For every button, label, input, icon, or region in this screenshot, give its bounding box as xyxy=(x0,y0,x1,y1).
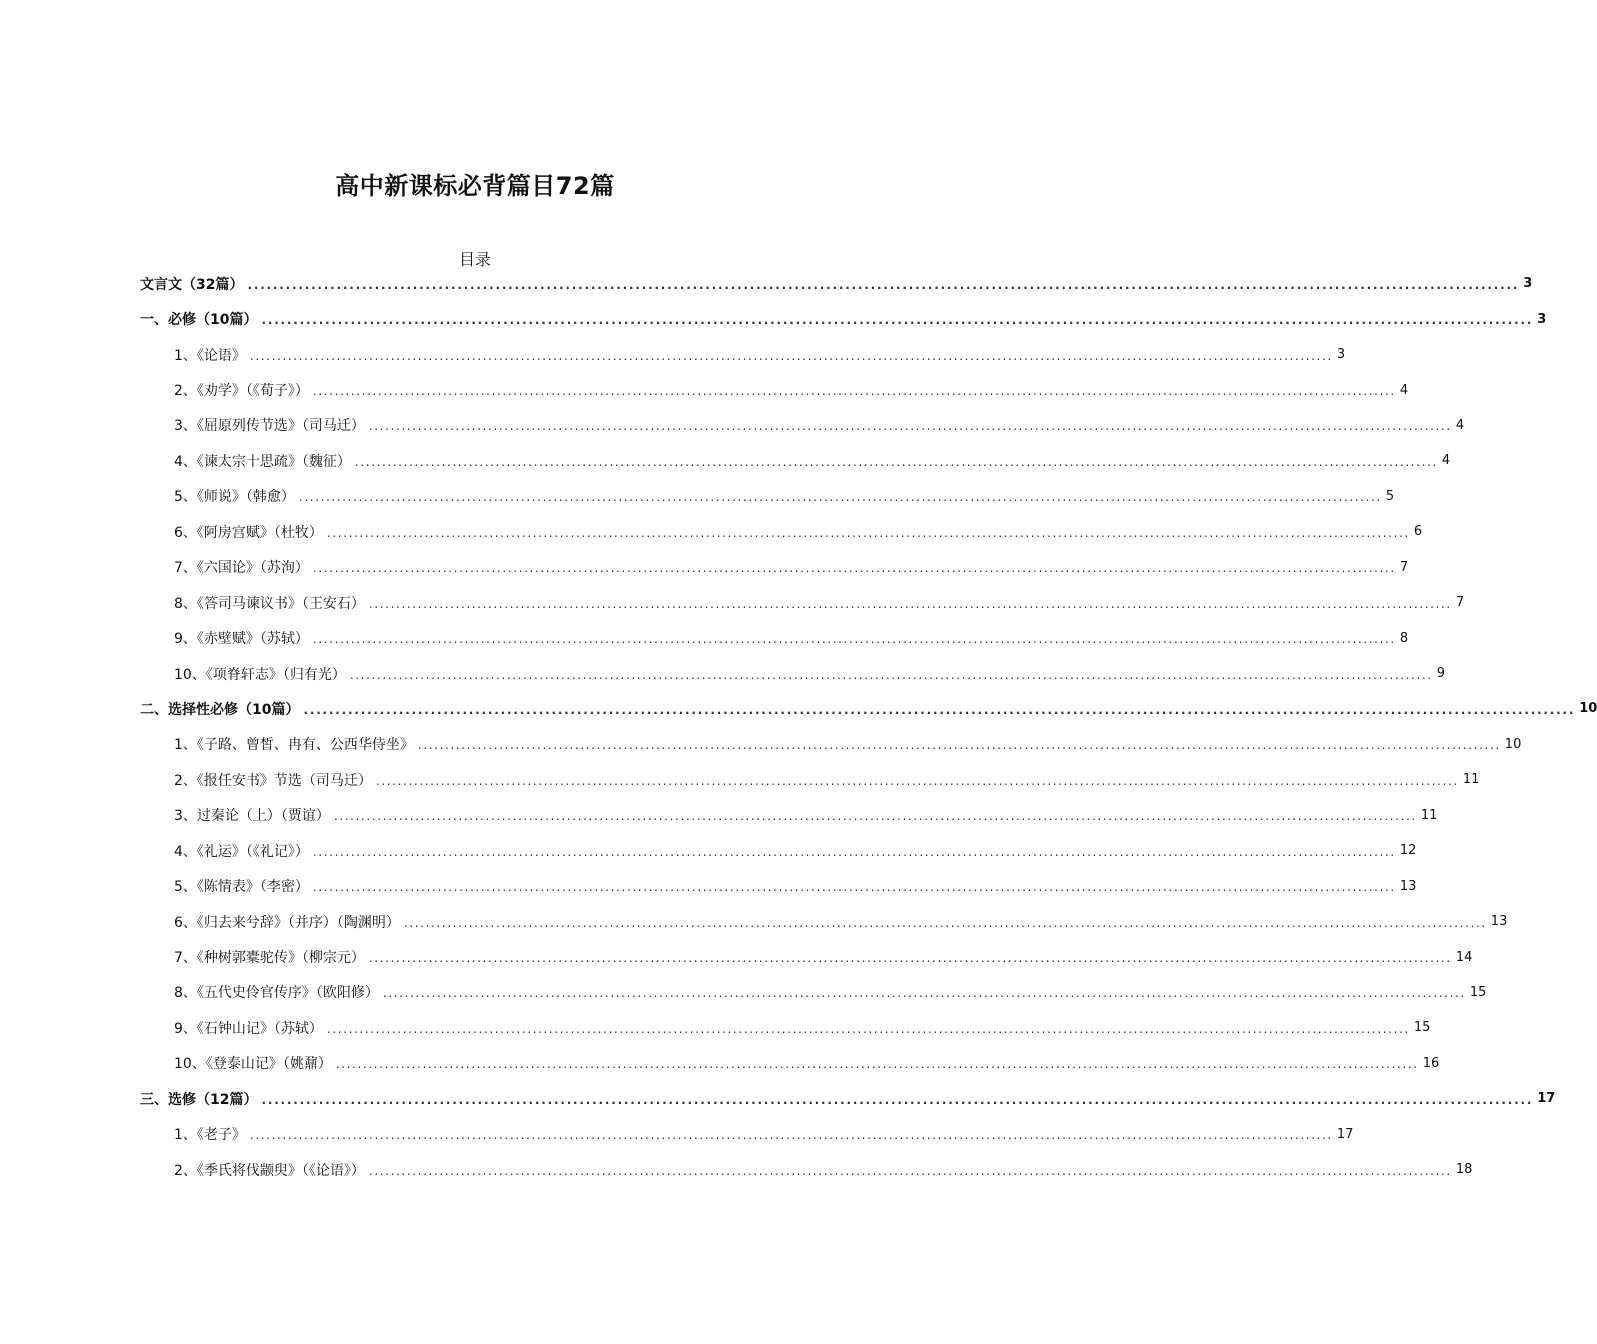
toc-entry[interactable] xyxy=(140,975,1487,1010)
toc-entry-label: 文言文（32篇） xyxy=(140,276,244,293)
toc-entry-label: 9、《赤壁赋》（苏轼） xyxy=(174,631,309,648)
toc-page-number: 5 xyxy=(1385,488,1395,504)
toc-dot-leader: ........................................................................................................................................................................................................ xyxy=(261,313,1534,328)
toc-page-number: 17 xyxy=(1336,1126,1354,1142)
toc-page-number: 9 xyxy=(1436,666,1445,682)
toc-dot-leader: ........................................................................................................................................................................................................ xyxy=(403,915,1487,930)
toc-section-entry[interactable] xyxy=(140,691,1597,726)
toc-heading: 目录 xyxy=(458,250,491,269)
toc-entry[interactable] xyxy=(140,1152,1473,1187)
toc-entry[interactable] xyxy=(140,372,1409,407)
toc-entry[interactable] xyxy=(140,904,1508,939)
toc-dot-leader: ........................................................................................................................................................................................................ xyxy=(349,667,1433,682)
toc-entry[interactable] xyxy=(140,337,1346,372)
toc-entry[interactable] xyxy=(140,1046,1440,1081)
document-title: 高中新课标必背篇目72篇 xyxy=(335,172,615,200)
toc-dot-leader: ........................................................................................................................................................................................................ xyxy=(382,986,1466,1001)
toc-page-number: 3 xyxy=(1336,347,1346,363)
toc-entry-label: 4、《谏太宗十思疏》（魏征） xyxy=(174,453,351,470)
toc-entry-label: 9、《石钟山记》（苏轼） xyxy=(174,1020,323,1037)
toc-dot-leader: ........................................................................................................................................................................................................ xyxy=(375,773,1459,788)
toc-entry-label: 2、《报任安书》节选（司马迁） xyxy=(174,772,372,789)
toc-dot-leader: ........................................................................................................................................................................................................ xyxy=(335,1057,1419,1072)
toc-entry[interactable] xyxy=(140,514,1423,549)
toc-dot-leader: ........................................................................................................................................................................................................ xyxy=(247,277,1520,292)
toc-entry-label: 3、《屈原列传节选》（司马迁） xyxy=(174,418,365,435)
toc-page-number: 15 xyxy=(1469,984,1487,1000)
toc-entry-label: 8、《答司马谏议书》（王安石） xyxy=(174,595,365,612)
toc-entry[interactable] xyxy=(140,408,1465,443)
toc-page-number: 8 xyxy=(1399,630,1409,646)
toc-entry[interactable] xyxy=(140,620,1409,655)
toc-page-number: 4 xyxy=(1399,382,1409,398)
toc-dot-leader: ........................................................................................................................................................................................................ xyxy=(354,454,1438,469)
toc-entry[interactable] xyxy=(140,727,1522,762)
toc-entry-label: 10、《项脊轩志》（归有光） xyxy=(174,666,346,683)
toc-entry[interactable] xyxy=(140,1117,1354,1152)
toc-dot-leader: ........................................................................................................................................................................................................ xyxy=(312,632,1396,647)
toc-page-number: 3 xyxy=(1523,276,1533,292)
toc-page-number: 13 xyxy=(1490,914,1508,930)
toc-page-number: 4 xyxy=(1441,453,1451,469)
toc-dot-leader: ........................................................................................................................................................................................................ xyxy=(368,419,1452,434)
toc-entry-label: 1、《论语》 xyxy=(174,347,246,364)
toc-entry[interactable] xyxy=(140,798,1438,833)
toc-entry-label: 4、《礼运》（《礼记》） xyxy=(174,843,309,860)
toc-dot-leader: ........................................................................................................................................................................................................ xyxy=(298,490,1382,505)
toc-dot-leader: ........................................................................................................................................................................................................ xyxy=(312,880,1396,895)
toc-page-number: 14 xyxy=(1455,949,1473,965)
toc-dot-leader: ........................................................................................................................................................................................................ xyxy=(368,951,1452,966)
toc-entry-label: 6、《归去来兮辞》（并序）（陶渊明） xyxy=(174,914,400,931)
toc-dot-leader: ........................................................................................................................................................................................................ xyxy=(249,348,1333,363)
table-of-contents xyxy=(140,266,1597,1187)
toc-entry-label: 8、《五代史伶官传序》（欧阳修） xyxy=(174,985,379,1002)
toc-entry-label: 1、《老子》 xyxy=(174,1127,246,1144)
toc-page-number: 18 xyxy=(1455,1162,1473,1178)
toc-entry[interactable] xyxy=(140,939,1473,974)
toc-entry-label: 2、《劝学》（《荀子》） xyxy=(174,383,309,400)
toc-entry-label: 2、《季氏将伐颛臾》（《论语》） xyxy=(174,1162,365,1179)
toc-page-number: 15 xyxy=(1413,1020,1431,1036)
toc-page-number: 17 xyxy=(1537,1091,1556,1107)
toc-dot-leader: ........................................................................................................................................................................................................ xyxy=(261,1092,1534,1107)
toc-page-number: 13 xyxy=(1399,878,1417,894)
toc-dot-leader: ........................................................................................................................................................................................................ xyxy=(326,525,1410,540)
toc-entry[interactable] xyxy=(140,656,1445,691)
toc-section-entry[interactable] xyxy=(140,266,1533,301)
toc-entry[interactable] xyxy=(140,585,1465,620)
toc-entry-label: 5、《陈情表》（李密） xyxy=(174,879,309,896)
toc-dot-leader: ........................................................................................................................................................................................................ xyxy=(368,1163,1452,1178)
toc-page-number: 16 xyxy=(1422,1055,1440,1071)
toc-page-number: 3 xyxy=(1537,311,1547,327)
toc-page-number: 12 xyxy=(1399,843,1417,859)
toc-entry[interactable] xyxy=(140,1010,1431,1045)
toc-entry-label: 6、《阿房宫赋》（杜牧） xyxy=(174,524,323,541)
toc-section-entry[interactable] xyxy=(140,1081,1556,1116)
toc-page-number: 11 xyxy=(1462,772,1480,788)
toc-page-number: 10 xyxy=(1504,736,1522,752)
toc-entry[interactable] xyxy=(140,868,1417,903)
toc-dot-leader: ........................................................................................................................................................................................................ xyxy=(312,844,1396,859)
toc-page-number: 4 xyxy=(1455,417,1465,433)
toc-entry-label: 7、《六国论》（苏洵） xyxy=(174,560,309,577)
toc-entry-label: 三、选修（12篇） xyxy=(140,1091,258,1108)
toc-entry-label: 二、选择性必修（10篇） xyxy=(140,701,300,718)
toc-dot-leader: ........................................................................................................................................................................................................ xyxy=(312,561,1396,576)
toc-dot-leader: ........................................................................................................................................................................................................ xyxy=(417,738,1501,753)
toc-entry-label: 7、《种树郭橐驼传》（柳宗元） xyxy=(174,950,365,967)
toc-entry[interactable] xyxy=(140,550,1409,585)
toc-entry[interactable] xyxy=(140,479,1395,514)
toc-page-number: 6 xyxy=(1413,524,1423,540)
toc-entry-label: 5、《师说》（韩愈） xyxy=(174,489,295,506)
toc-entry[interactable] xyxy=(140,762,1480,797)
toc-dot-leader: ........................................................................................................................................................................................................ xyxy=(333,809,1417,824)
toc-entry-label: 一、必修（10篇） xyxy=(140,312,258,329)
toc-dot-leader: ........................................................................................................................................................................................................ xyxy=(312,384,1396,399)
toc-page-number: 11 xyxy=(1420,807,1438,823)
toc-dot-leader: ........................................................................................................................................................................................................ xyxy=(326,1021,1410,1036)
toc-entry-label: 10、《登泰山记》（姚鼐） xyxy=(174,1056,332,1073)
toc-entry[interactable] xyxy=(140,443,1451,478)
toc-page-number: 7 xyxy=(1455,595,1465,611)
toc-entry-label: 1、《子路、曾皙、冉有、公西华侍坐》 xyxy=(174,737,414,754)
toc-entry[interactable] xyxy=(140,833,1417,868)
toc-page-number: 7 xyxy=(1399,559,1409,575)
toc-dot-leader: ........................................................................................................................................................................................................ xyxy=(303,702,1576,717)
toc-dot-leader: ........................................................................................................................................................................................................ xyxy=(368,596,1452,611)
toc-dot-leader: ........................................................................................................................................................................................................ xyxy=(249,1128,1333,1143)
toc-page-number: 10 xyxy=(1579,701,1597,717)
toc-section-entry[interactable] xyxy=(140,301,1547,336)
toc-entry-label: 3、过秦论（上）（贾谊） xyxy=(174,808,330,825)
